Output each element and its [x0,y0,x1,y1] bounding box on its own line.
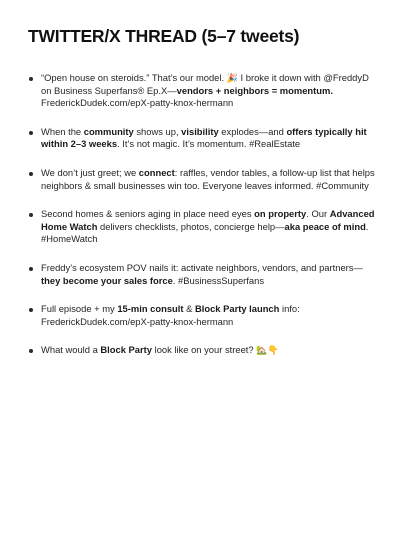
party-popper-icon: 🎉 [226,73,238,83]
tweet-list [28,72,378,357]
tweet-6: Full episode + my 15-min consult & Block Party launch info: FrederickDudek.com/epX-patty-knox-hermann [28,303,378,328]
tweet-3: We don’t just greet; we connect: raffles, vendor tables, a follow-up list that helps neighbors & small businesses win too. Everyone leaves informed. #Community [28,167,378,192]
tweet-5: Freddy’s ecosystem POV nails it: activate neighbors, vendors, and partners—they become your sales force. #BusinessSuperfans [28,262,378,287]
page-title: TWITTER/X THREAD (5–7 tweets) [28,26,300,46]
house-pointing-down-icon: 🏡👇 [256,345,279,356]
tweet-1: “Open house on steroids.” That’s our model. 🎉 I broke it down with @FreddyD on Business Superfans® Ep.X—vendors + neighbors = momentum. FrederickDudek.com/epX-patty-knox-hermann [28,72,378,110]
tweet-2: When the community shows up, visibility explodes—and offers typically hit within 2–3 weeks. It’s not magic. It’s momentum. #RealEstate [28,126,378,151]
tweet-4: Second homes & seniors aging in place need eyes on property. Our Advanced Home Watch delivers checklists, photos, concierge help—aka peace of mind. #HomeWatch [28,208,378,246]
tweet-7: What would a Block Party look like on your street? 🏡👇 [28,344,378,357]
